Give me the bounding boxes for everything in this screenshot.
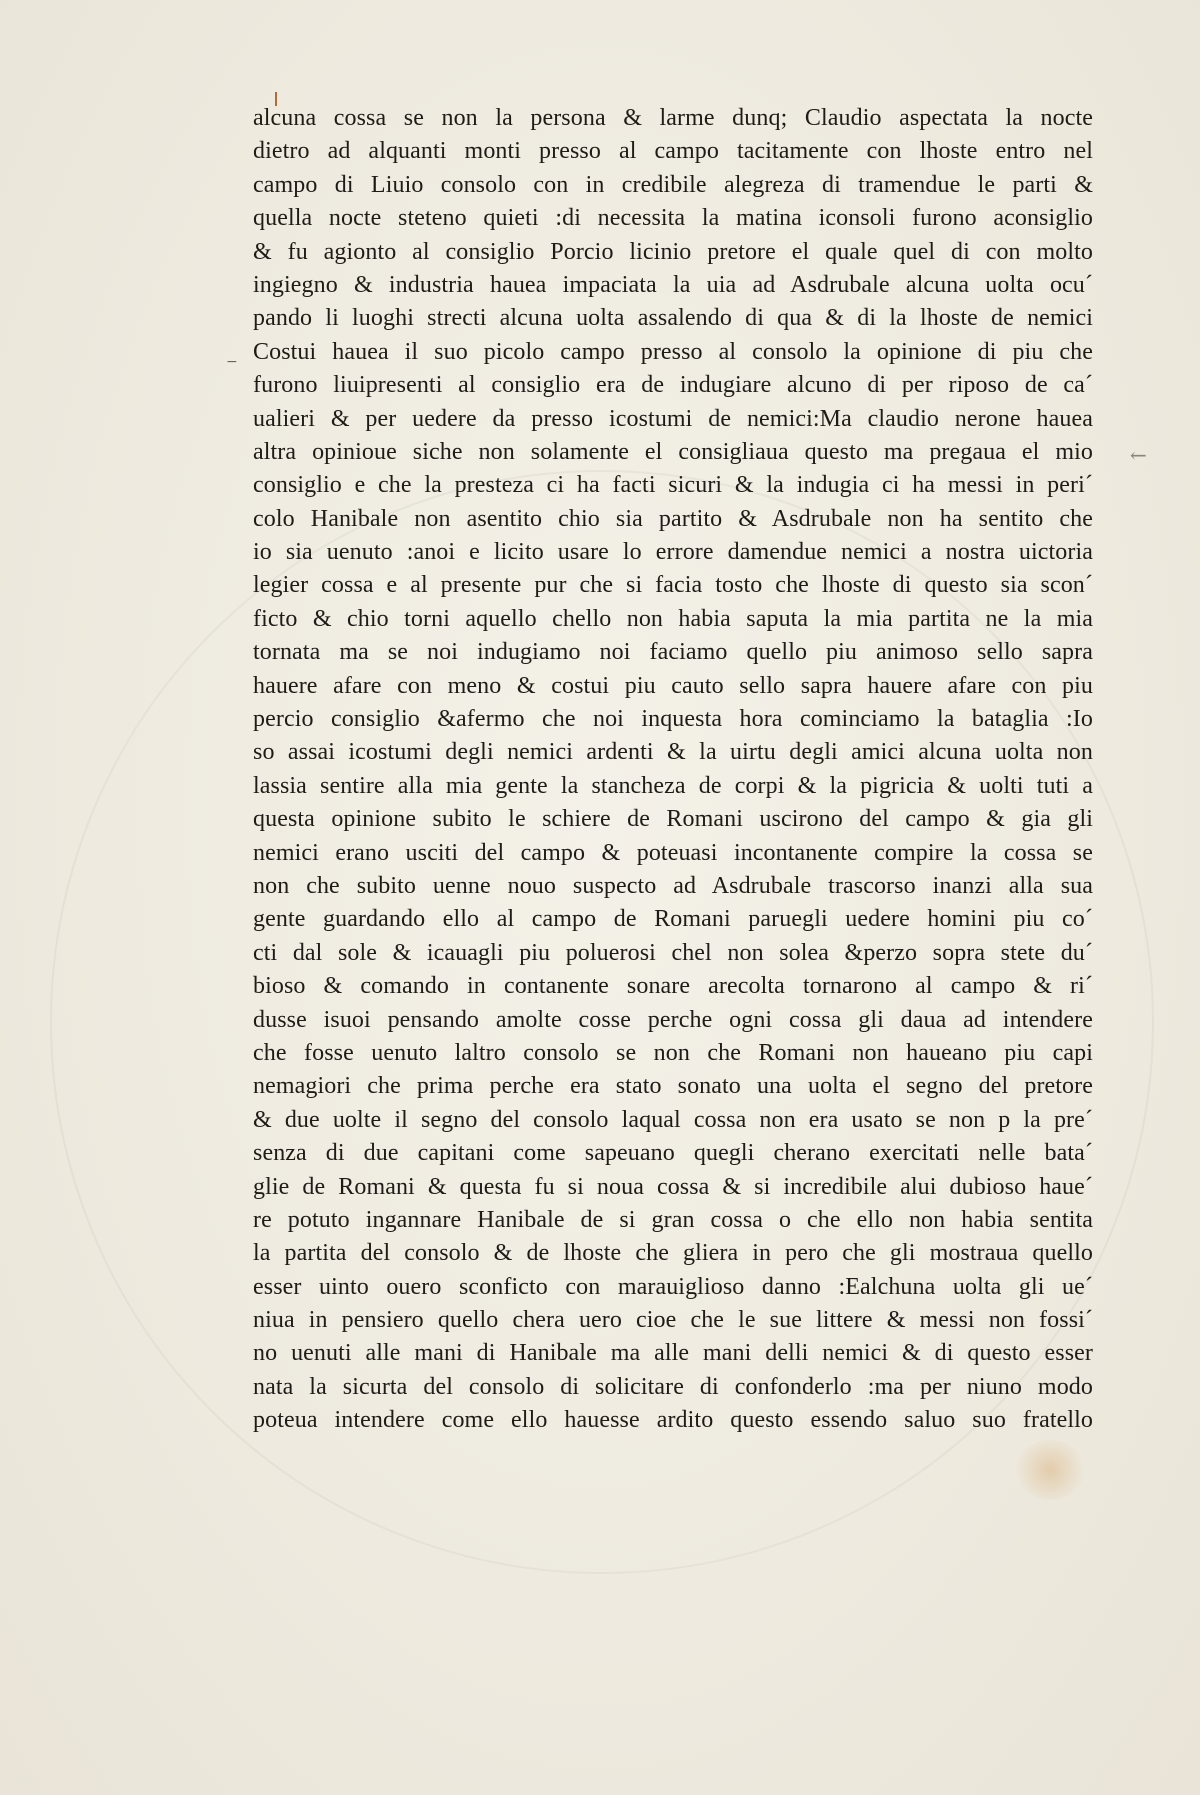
text-line: io sia uenuto :anoi e licito usare lo errore damendue nemici a nostra uictoria (253, 539, 1093, 566)
printed-text-block (253, 102, 1093, 1438)
text-line: hauere afare con meno & costui piu cauto sello sapra hauere afare con piu (253, 672, 1093, 699)
left-margin-mark-icon: − (226, 354, 238, 370)
text-line: pando li luoghi strecti alcuna uolta assalendo di qua & di la lhoste de nemici (253, 305, 1093, 332)
text-line: re potuto ingannare Hanibale de si gran cossa o che ello non habia sentita (253, 1206, 1093, 1233)
text-line: ingiegno & industria hauea impaciata la uia ad Asdrubale alcuna uolta ocu´ (253, 271, 1093, 298)
text-line: dusse isuoi pensando amolte cosse perche ogni cossa gli daua ad intendere (253, 1006, 1093, 1033)
text-line: lassia sentire alla mia gente la stancheza de corpi & la pigricia & uolti tuti a (253, 772, 1093, 799)
text-line: cti dal sole & icauagli piu poluerosi chel non solea &perzo sopra stete du´ (253, 939, 1093, 966)
text-line: altra opinioue siche non solamente el consigliaua questo ma pregaua el mio (253, 438, 1093, 465)
text-line: so assai icostumi degli nemici ardenti & la uirtu degli amici alcuna uolta non (253, 739, 1093, 766)
paper-stain (1015, 1440, 1085, 1500)
text-line: legier cossa e al presente pur che si facia tosto che lhoste di questo sia scon´ (253, 572, 1093, 599)
text-line: colo Hanibale non asentito chio sia partito & Asdrubale non ha sentito che (253, 505, 1093, 532)
text-line: & due uolte il segno del consolo laqual cossa non era usato se non p la pre´ (253, 1106, 1093, 1133)
text-line: furono liuipresenti al consiglio era de indugiare alcuno di per riposo de ca´ (253, 372, 1093, 399)
text-line: nemagiori che prima perche era stato sonato una uolta el segno del pretore (253, 1073, 1093, 1100)
text-line: la partita del consolo & de lhoste che gliera in pero che gli mostraua quello (253, 1240, 1093, 1267)
text-line: non che subito uenne nouo suspecto ad Asdrubale trascorso inanzi alla sua (253, 872, 1093, 899)
text-line: tornata ma se noi indugiamo noi faciamo quello piu animoso sello sapra (253, 639, 1093, 666)
text-line: gente guardando ello al campo de Romani paruegli uedere homini piu co´ (253, 906, 1093, 933)
text-line: campo di Liuio consolo con in credibile alegreza di tramendue le parti & (253, 171, 1093, 198)
text-line: ficto & chio torni aquello chello non habia saputa la mia partita ne la mia (253, 605, 1093, 632)
text-line: niua in pensiero quello chera uero cioe che le sue littere & messi non fossi´ (253, 1307, 1093, 1334)
text-line: nata la sicurta del consolo di solicitare di confonderlo :ma per niuno modo (253, 1373, 1093, 1400)
text-line: senza di due capitani come sapeuano quegli cherano exercitati nelle bata´ (253, 1140, 1093, 1167)
margin-annotation-icon: ← (1130, 443, 1147, 467)
text-line: questa opinione subito le schiere de Romani uscirono del campo & gia gli (253, 806, 1093, 833)
text-line: no uenuti alle mani di Hanibale ma alle mani delli nemici & di questo esser (253, 1340, 1093, 1367)
text-line: bioso & comando in contanente sonare arecolta tornarono al campo & ri´ (253, 973, 1093, 1000)
text-line: percio consiglio &afermo che noi inquesta hora cominciamo la bataglia :Io (253, 706, 1093, 733)
text-line: dietro ad alquanti monti presso al campo tacitamente con lhoste entro nel (253, 138, 1093, 165)
text-line: quella nocte steteno quieti :di necessita la matina iconsoli furono aconsiglio (253, 205, 1093, 232)
text-line: che fosse uenuto laltro consolo se non che Romani non haueano piu capi (253, 1039, 1093, 1066)
text-line: Costui hauea il suo picolo campo presso al consolo la opinione di piu che (253, 338, 1093, 365)
text-line: ualieri & per uedere da presso icostumi de nemici:Ma claudio nerone hauea (253, 405, 1093, 432)
text-line: & fu agionto al consiglio Porcio licinio pretore el quale quel di con molto (253, 238, 1093, 265)
text-line: nemici erano usciti del campo & poteuasi incontanente compire la cossa se (253, 839, 1093, 866)
text-line: alcuna cossa se non la persona & larme dunq; Claudio aspectata la nocte (253, 105, 1093, 131)
text-line: consiglio e che la presteza ci ha facti sicuri & la indugia ci ha messi in peri´ (253, 472, 1093, 499)
text-line: poteua intendere come ello hauesse ardito questo essendo saluo suo fratello (253, 1407, 1093, 1434)
text-line: esser uinto ouero sconficto con marauiglioso danno :Ealchuna uolta gli ue´ (253, 1273, 1093, 1300)
text-line: glie de Romani & questa fu si noua cossa & si incredibile alui dubioso haue´ (253, 1173, 1093, 1200)
